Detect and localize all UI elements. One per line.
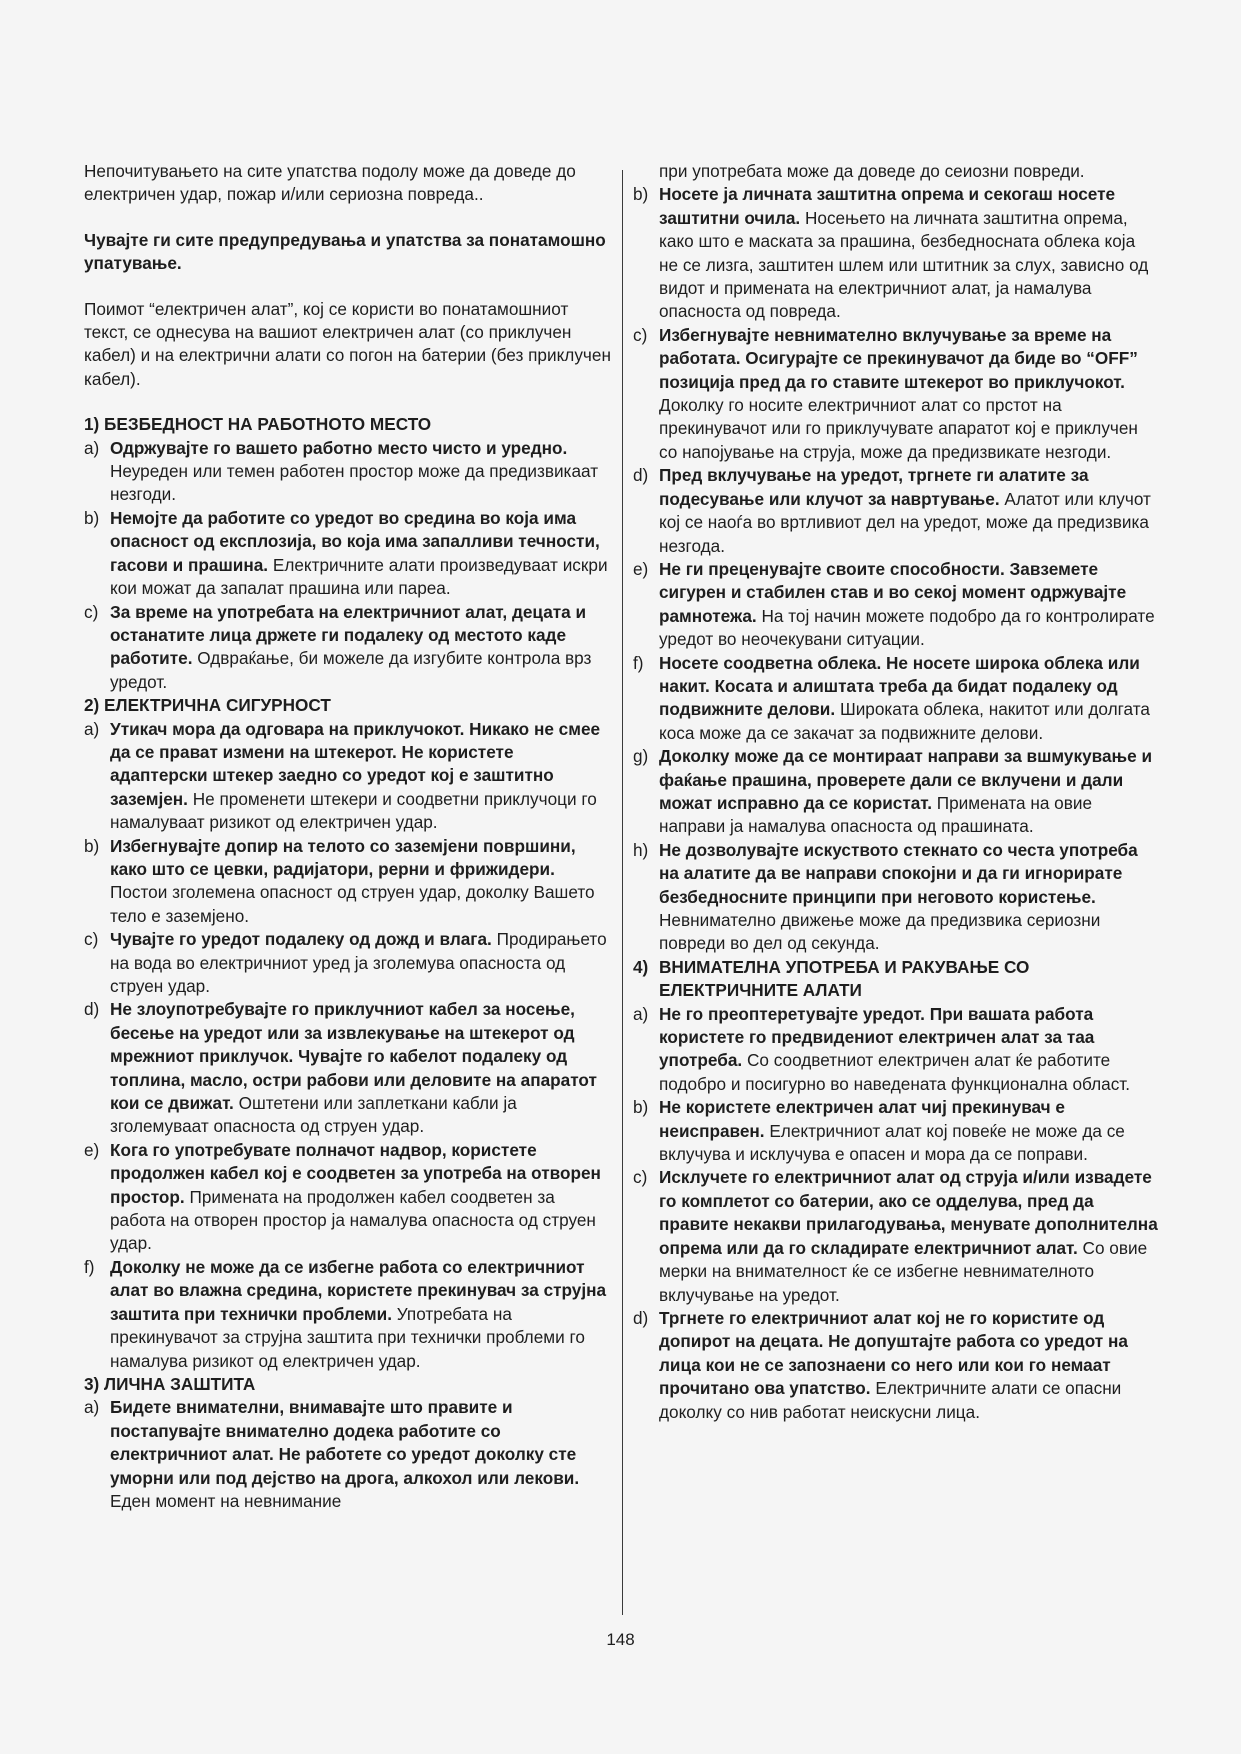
continued-text: при употребата може да доведе до сеиозни повреди. (659, 161, 1085, 181)
page-number: 148 (606, 1630, 635, 1649)
item-text: Алатот или клучот кој се наоѓа во вртливиот дел на уредот, може да предизвика незгода. (659, 488, 1151, 556)
item-text: Постои зголемена опасност од струен удар, доколку Вашето тело е заземјено. (110, 882, 595, 926)
item-text: Електричните алати произведуваат искри кои можат да запалат прашина или пареа. (110, 554, 608, 599)
item-bold-text: Чувајте го уредот подалеку од дожд и влага. (110, 929, 492, 950)
item-text: Со овие мерки на внимателност ќе се избегне невнимателното вклучување на уредот. (659, 1237, 1148, 1305)
item-letter: b) (633, 184, 649, 205)
item-letter: e) (84, 1139, 100, 1160)
item-text: Оштетени или заплеткани кабли ја зголемуваат опасноста од струен удар. (110, 1093, 517, 1137)
keep-instructions-note: Чувајте ги сите предупредувања и упатства за понатамошно упатување. (84, 229, 606, 274)
list-item (633, 558, 1158, 652)
list-item (84, 928, 614, 998)
section-4-title: ВНИМАТЕЛНА УПОТРЕБА И РАКУВАЊЕ СО ЕЛЕКТРИЧНИТЕ АЛАТИ (659, 956, 1030, 1001)
item-text: Со соодветниот електричен алат ќе работите подобро и посигурно во наведената функционална област. (659, 1050, 1131, 1094)
item-letter: h) (633, 839, 649, 860)
list-item (84, 998, 614, 1138)
item-bold-text: Не користете електричен алат чиј прекинувач е неисправен. (659, 1097, 1065, 1141)
right-column (633, 160, 1158, 1424)
section-4-heading (633, 956, 1158, 1003)
item-bold-text: Избегнувајте невнимателно вклучување за време на работата. Осигурајте се прекинувачот да биде во “OFF” позиција пред да го ставите штекерот во приклучокот. (659, 324, 1138, 392)
item-bold-text: Бидете внимателни, внимавајте што правите и постапувајте внимателно додека работите со електричниот алат. Не работете со уредот доколку сте уморни или под дејство на дрога, алкохол или лекови. (110, 1397, 580, 1488)
list-item (633, 1166, 1158, 1306)
item-letter: c) (633, 1167, 648, 1188)
power-tool-definition: Поимот “електричен алат”, кој се користи во понатамошниот текст, се однесува на вашиот електричен алат (со приклучен кабел) и на електрични алати со погон на батерии (без приклучен кабел). (84, 298, 611, 389)
item-bold-text: Носете ја личната заштитна опрема и секогаш носете заштитни очила. (659, 184, 1116, 228)
list-item (633, 839, 1158, 956)
list-item (633, 324, 1158, 464)
item-bold-text: Избегнувајте допир на телото со заземјени површини, како што се цевки, радијатори, рерни и фрижидери. (110, 835, 576, 879)
item-bold-text: Исклучете го електричниот алат од струја и/или извадете го комплетот со батерии, ако се одделува, пред да правите некакви прилагодувања, менувате дополнителна опрема или да го складирате електричниот алат. (659, 1167, 1158, 1258)
item-text: Доколку го носите електричниот алат со прстот на прекинувачот или го приклучувате апаратот кој е приклучен со напојување на струја, може да предизвикате незгоди. (659, 395, 1138, 462)
item-bold-text: Доколку не може да се избегне работа со електричниот алат во влажна средина, користете прекинувач за струјна заштита при технички проблеми. (110, 1256, 607, 1324)
list-item (633, 464, 1158, 558)
item-text: Неуреден или темен работен простор може да предизвикаат незгоди. (110, 461, 599, 505)
item-text: Невнимателно движење може да предизвика сериозни повреди во дел од секунда. (659, 910, 1101, 954)
item-letter: c) (84, 929, 99, 950)
column-divider (622, 170, 623, 1615)
item-letter: e) (633, 558, 649, 579)
item-bold-text: Утикач мора да одговара на приклучокот. Никако не смее да се прават измени на штекерот. Не користете адаптерски штекер заедно со уредот кој е заштитно заземјен. (110, 718, 601, 809)
section-2-heading: 2) ЕЛЕКТРИЧНА СИГУРНОСТ (84, 695, 331, 716)
item-letter: c) (633, 324, 648, 345)
item-text: Примената на продолжен кабел соодветен за работа на отворен простор ја намалува опасноста од струен удар. (110, 1186, 596, 1254)
list-item (84, 1256, 614, 1373)
item-bold-text: Доколку може да се монтираат направи за вшмукување и фаќање прашина, проверете дали се вклучени и дали можат исправно да се користат. (659, 746, 1153, 813)
item-bold-text: Одржувајте го вашето работно место чисто и уредно. (110, 437, 568, 458)
item-letter: d) (633, 465, 649, 486)
section-1-heading: 1) БЕЗБЕДНОСТ НА РАБОТНОТО МЕСТО (84, 414, 432, 435)
item-bold-text: Не дозволувајте искуството стекнато со честа употреба на алатите да ве направи спокојни и да ги игнорирате безбедносните принципи при неговото користење. (659, 839, 1138, 907)
item-letter: b) (633, 1097, 649, 1118)
item-letter: d) (633, 1307, 649, 1328)
item-text: Одвраќање, би можеле да изгубите контрола врз уредот. (110, 648, 592, 692)
item-letter: b) (84, 507, 100, 528)
item-letter: a) (84, 437, 100, 458)
item-bold-text: Пред вклучување на уредот, тргнете ги алатите за подесување или клучот за навртување. (659, 465, 1089, 509)
list-item (633, 183, 1158, 323)
item-letter: g) (633, 746, 649, 767)
list-item (633, 652, 1158, 746)
section-number: 4) (633, 956, 649, 977)
list-item (633, 1096, 1158, 1166)
list-item (84, 1139, 614, 1256)
item-letter: a) (84, 718, 100, 739)
item-bold-text: Не ги преценувајте своите способности. Завземете сигурен и стабилен став и во секој момент одржувајте рамнотежа. (659, 558, 1127, 626)
list-item (84, 601, 614, 695)
left-column (84, 160, 614, 1513)
list-item (84, 718, 614, 835)
item-text: Широката облека, накитот или долгата коса може да се закачат за подвижните делови. (659, 699, 1150, 743)
item-bold-text: Не злоупотребувајте го приклучниот кабел за носење, бесење на уредот или за извлекување на штекерот од мрежниот приклучок. Чувајте го кабелот подалеку од топлина, масло, остри рабови или деловите на апаратот кои се движат. (110, 999, 597, 1114)
list-item (84, 437, 614, 507)
item-letter: b) (84, 835, 100, 856)
item-bold-text: Носете соодветна облека. Не носете широка облека или накит. Косата и алиштата треба да бидат подалеку од подвижните делови. (659, 652, 1140, 720)
item-letter: a) (633, 1003, 649, 1024)
item-text: На тој начин можете подобро да го контролирате уредот во неочекувани ситуации. (659, 605, 1155, 650)
section-3-heading: 3) ЛИЧНА ЗАШТИТА (84, 1373, 256, 1394)
list-item (633, 1003, 1158, 1097)
list-item (84, 507, 614, 601)
item-letter: a) (84, 1397, 100, 1418)
item-text: Електричните алати се опасни доколку со нив работат неискусни лица. (659, 1378, 1122, 1422)
item-letter: f) (84, 1256, 95, 1277)
item-text: Продирањето на вода во електричниот уред ја зголемува опасноста од струен удар. (110, 929, 607, 996)
intro-warning: Непочитувањето на сите упатства подолу може да доведе до електричен удар, пожар и/или сериозна повреда.. (84, 161, 576, 205)
item-letter: c) (84, 601, 99, 622)
item-letter: f) (633, 652, 644, 673)
item-text: Носењето на личната заштитна опрема, како што е маската за прашина, безбедносната облека која не се лизга, заштитен шлем или штитник за слух, зависно од видот и примената на електричниот алат, ја намалува опасноста од повреда. (659, 207, 1149, 322)
item-text: Еден момент на невнимание (110, 1490, 342, 1511)
list-item (633, 1307, 1158, 1424)
list-item (84, 1396, 614, 1513)
item-text: Примената на овие направи ја намалува опасноста од прашината. (659, 792, 1093, 837)
item-text: Електричниот алат кој повеќе не може да се вклучува и исклучува е опасен и мора да се поправи. (659, 1120, 1125, 1165)
item-bold-text: Тргнете го електричниот алат кој не го користите од допирот на децата. Не допуштајте работа со уредот на лица кои не се запознаени со него или кои го немаат прочитано ова упатство. (659, 1307, 1128, 1399)
item-bold-text: Не го преоптеретувајте уредот. При вашата работа користете го предвидениот електричен алат за таа употреба. (659, 1003, 1095, 1071)
list-item (633, 745, 1158, 839)
item-letter: d) (84, 999, 100, 1020)
item-bold-text: Немојте да работите со уредот во средина во која има опасност од експлозија, во која има запалливи течности, гасови и прашина. (110, 507, 600, 575)
item-bold-text: За време на употребата на електричниот алат, децата и останатите лица држете ги подалеку од местото каде работите. (110, 601, 587, 669)
item-text: Употребата на прекинувачот за струјна заштита при технички проблеми го намалува ризикот од електричен удар. (110, 1303, 585, 1371)
list-item (84, 835, 614, 929)
item-text: Не променети штекери и соодветни приклучоци го намалуваат ризикот од електричен удар. (110, 788, 597, 833)
item-bold-text: Кога го употребувате полначот надвор, користете продолжен кабел кој е соодветен за употреба на отворен простор. (110, 1139, 601, 1207)
